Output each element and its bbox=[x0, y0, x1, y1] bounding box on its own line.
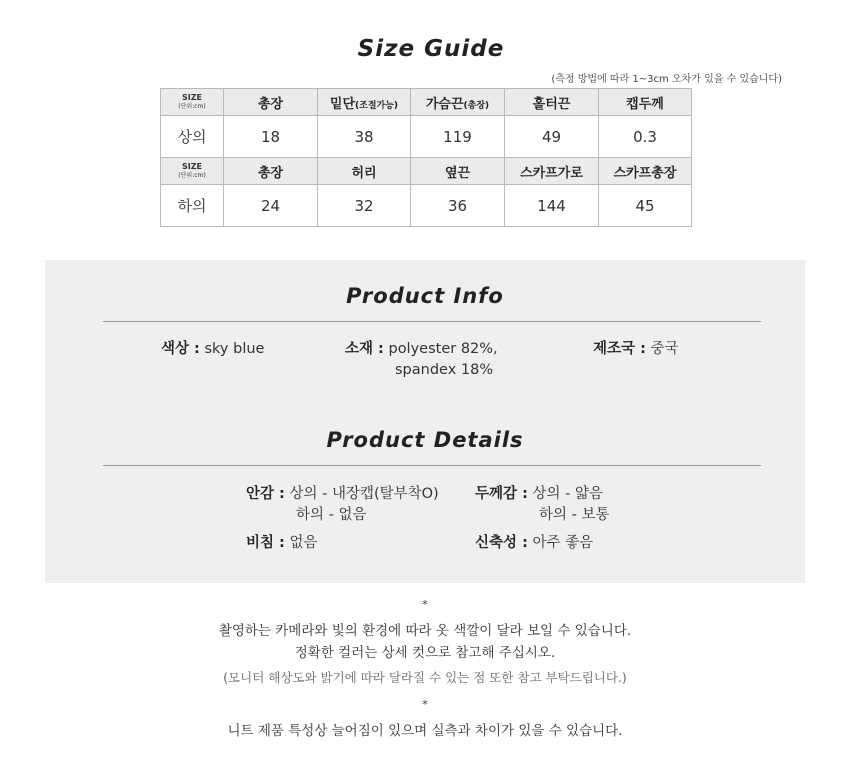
header-cell: 총장 bbox=[224, 89, 318, 116]
color-field bbox=[161, 339, 264, 360]
unit-label: (단위:cm) bbox=[178, 172, 206, 179]
top-value-row bbox=[161, 116, 692, 158]
value-cell: 24 bbox=[224, 185, 318, 227]
header-cell: 옆끈 bbox=[411, 158, 505, 185]
thickness-field bbox=[475, 484, 609, 526]
note-star: * bbox=[422, 598, 428, 611]
value-cell: 0.3 bbox=[599, 116, 692, 158]
bottom-value-row bbox=[161, 185, 692, 227]
header-label: 가슴끈 bbox=[425, 96, 464, 112]
bottom-header-row bbox=[161, 158, 692, 185]
value-cell: 18 bbox=[224, 116, 318, 158]
size-label: SIZE bbox=[181, 93, 202, 102]
header-cell: 스카프가로 bbox=[505, 158, 599, 185]
lining-field bbox=[246, 484, 439, 526]
origin-field bbox=[593, 339, 679, 360]
material-value: polyester 82%, bbox=[388, 341, 498, 357]
top-header-row bbox=[161, 89, 692, 116]
origin-label: 제조국 : bbox=[593, 341, 646, 357]
row-label: 하의 bbox=[161, 185, 224, 227]
sheer-value: 없음 bbox=[289, 535, 318, 551]
material-label: 소재 : bbox=[345, 341, 384, 357]
stretch-value: 아주 좋음 bbox=[532, 535, 594, 551]
stretch-label: 신축성 : bbox=[475, 535, 528, 551]
lining-value: 하의 - 없음 bbox=[296, 507, 367, 523]
header-suffix: (총장) bbox=[463, 100, 490, 111]
divider bbox=[103, 465, 761, 466]
product-info-panel bbox=[45, 260, 805, 583]
row-label: 상의 bbox=[161, 116, 224, 158]
value-cell: 36 bbox=[411, 185, 505, 227]
lining-value: 상의 - 내장캡(탈부착O) bbox=[289, 486, 439, 502]
note-line: 촬영하는 카메라와 빛의 환경에 따라 옷 색깔이 달라 보일 수 있습니다. bbox=[218, 623, 632, 639]
product-info-title: Product Info bbox=[346, 284, 504, 308]
divider bbox=[103, 321, 761, 322]
value-cell: 49 bbox=[505, 116, 599, 158]
header-suffix: (조절가능) bbox=[355, 100, 399, 111]
material-value: spandex 18% bbox=[395, 362, 494, 378]
value-cell: 144 bbox=[505, 185, 599, 227]
header-cell: 홀터끈 bbox=[505, 89, 599, 116]
thickness-value: 하의 - 보통 bbox=[539, 507, 610, 523]
size-unit-cell bbox=[161, 158, 224, 185]
sheer-label: 비침 : bbox=[246, 535, 285, 551]
size-label: SIZE bbox=[181, 162, 202, 171]
header-cell: 허리 bbox=[318, 158, 411, 185]
value-cell: 32 bbox=[318, 185, 411, 227]
size-guide-title: Size Guide bbox=[357, 36, 505, 62]
origin-value: 중국 bbox=[650, 341, 679, 357]
note-line: (모니터 해상도와 밝기에 따라 달라질 수 있는 점 또한 참고 부탁드립니다.) bbox=[223, 670, 627, 685]
thickness-label: 두께감 : bbox=[475, 486, 528, 502]
value-cell: 38 bbox=[318, 116, 411, 158]
size-table bbox=[160, 88, 692, 227]
value-cell: 45 bbox=[599, 185, 692, 227]
header-cell: 총장 bbox=[224, 158, 318, 185]
measurement-note: (측정 방법에 따라 1~3cm 오차가 있을 수 있습니다) bbox=[551, 74, 782, 85]
header-cell bbox=[318, 89, 411, 116]
thickness-value: 상의 - 얇음 bbox=[532, 486, 603, 502]
header-label: 밑단 bbox=[329, 96, 356, 112]
size-unit-cell bbox=[161, 89, 224, 116]
material-field bbox=[345, 339, 498, 381]
header-cell: 스카프총장 bbox=[599, 158, 692, 185]
note-star: * bbox=[422, 698, 428, 711]
color-value: sky blue bbox=[204, 341, 265, 357]
note-line: 정확한 컬러는 상세 컷으로 참고해 주십시오. bbox=[294, 645, 556, 661]
note-line: 니트 제품 특성상 늘어짐이 있으며 실측과 차이가 있을 수 있습니다. bbox=[227, 723, 623, 739]
lining-label: 안감 : bbox=[246, 486, 285, 502]
stretch-field bbox=[475, 533, 593, 554]
product-details-title: Product Details bbox=[326, 428, 524, 452]
value-cell: 119 bbox=[411, 116, 505, 158]
sheer-field bbox=[246, 533, 318, 554]
unit-label: (단위:cm) bbox=[178, 103, 206, 110]
header-cell bbox=[411, 89, 505, 116]
header-cell: 캡두께 bbox=[599, 89, 692, 116]
color-label: 색상 : bbox=[161, 341, 200, 357]
